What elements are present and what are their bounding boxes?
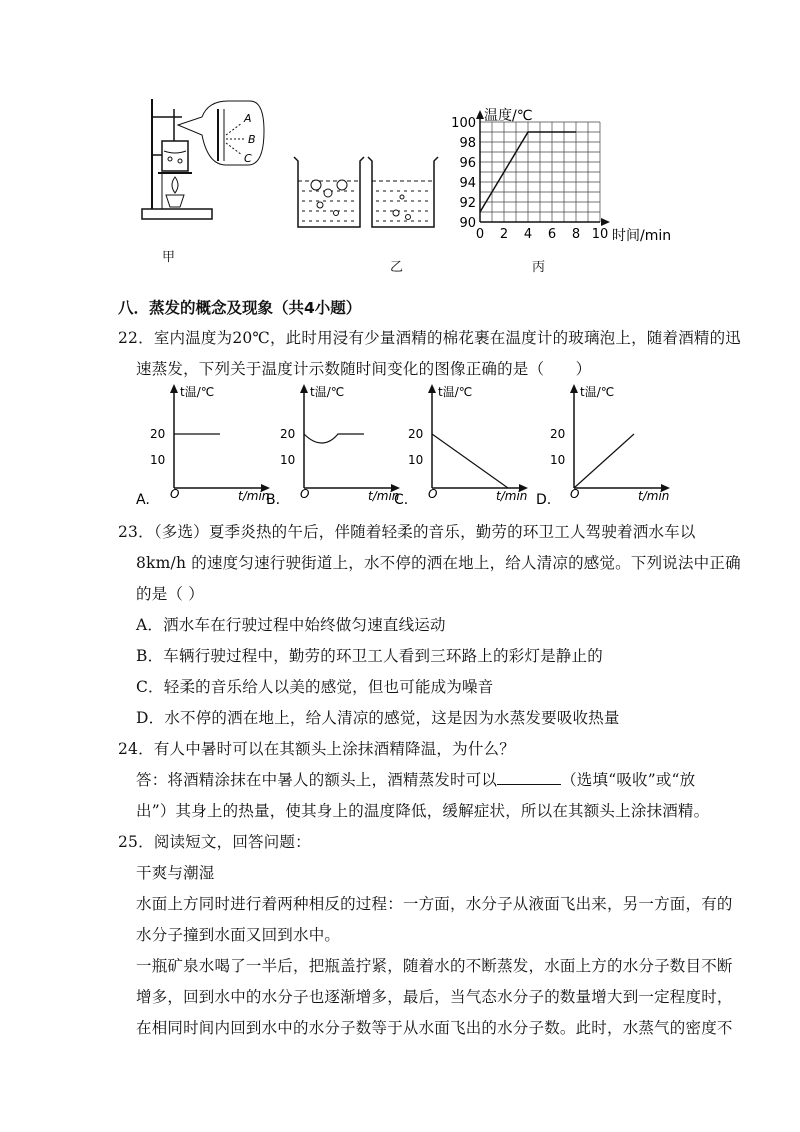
graph-tick-10: 10 <box>150 453 166 467</box>
q22-stem-line2: 速蒸发，下列关于温度计示数随时间变化的图像正确的是（ ） <box>136 360 592 378</box>
graph-y-arrow <box>570 384 578 393</box>
q24-answer-text-b: （选填“吸收”或“放 <box>561 771 696 789</box>
x-tick-label: 4 <box>523 227 533 242</box>
q23-option-c: C．轻柔的音乐给人以美的感觉，但也可能成为噪音 <box>136 678 494 696</box>
graph-tick-20: 20 <box>150 427 166 441</box>
graph-y-label: t温/℃ <box>438 385 473 399</box>
q25-paragraph1-line1: 水面上方同时进行着两种相反的过程：一方面，水分子从液面飞出来，另一方面，有的 <box>136 895 733 913</box>
temperature-time-chart <box>444 100 684 250</box>
y-tick-label: 96 <box>459 156 476 171</box>
graph-option-letter: C. <box>394 492 409 508</box>
graph-y-arrow <box>170 384 178 393</box>
graph-origin-label: O <box>300 487 310 501</box>
q25-paragraph1-line2: 水分子撞到水面又回到水中。 <box>136 926 341 944</box>
q22-graph-option-b[interactable] <box>266 384 400 508</box>
graph-x-label: t/min <box>496 489 528 503</box>
q24-answer-line1 <box>136 768 695 790</box>
graph-option-letter: A. <box>136 492 150 508</box>
q22-graph-option-c[interactable] <box>394 384 528 508</box>
graph-tick-20: 20 <box>408 427 424 441</box>
graph-y-arrow <box>300 384 308 393</box>
q25-stem: 25．阅读短文，回答问题： <box>118 833 311 851</box>
x-tick-label: 8 <box>571 227 581 242</box>
q23-stem-line3: 的是（ ） <box>136 585 204 603</box>
q24-fill-blank[interactable] <box>497 770 561 785</box>
y-tick-label: 90 <box>459 216 476 231</box>
q23-option-a: A．洒水车在行驶过程中始终做匀速直线运动 <box>136 616 446 634</box>
point-a-label: A <box>244 112 252 125</box>
beakers-figure <box>290 155 440 233</box>
graph-option-letter: D. <box>536 492 552 508</box>
q24-answer-line2: 出”）其身上的热量，使其身上的温度降低，缓解症状，所以在其额头上涂抹酒精。 <box>136 802 710 820</box>
q23-option-b: B．车辆行驶过程中，勤劳的环卫工人看到三环路上的彩灯是静止的 <box>136 647 603 665</box>
section-heading: 八．蒸发的概念及现象（共4小题） <box>118 299 362 317</box>
graph-x-label: t/min <box>238 489 270 503</box>
q22-graph-option-a[interactable] <box>136 384 270 508</box>
graph-origin-label: O <box>170 487 180 501</box>
graph-curve <box>304 434 364 443</box>
graph-x-label: t/min <box>638 489 670 503</box>
point-c-label: C <box>244 152 252 165</box>
graph-tick-20: 20 <box>280 427 296 441</box>
graph-tick-10: 10 <box>550 453 566 467</box>
graph-origin-label: O <box>428 487 438 501</box>
q22-graph-option-d[interactable] <box>536 384 670 508</box>
graph-curve <box>432 434 508 488</box>
y-tick-label: 100 <box>451 116 476 131</box>
chart-x-label: 时间/min <box>612 228 672 244</box>
q23-option-d: D．水不停的洒在地上，给人清凉的感觉，这是因为水蒸发要吸收热量 <box>136 709 620 727</box>
graph-option-letter: B. <box>266 492 281 508</box>
q24-answer-text-a: 答：将酒精涂抹在中暑人的额头上，酒精蒸发时可以 <box>136 771 498 789</box>
chart-grid <box>480 122 600 222</box>
x-tick-label: 6 <box>547 227 557 242</box>
q24-stem: 24．有人中暑时可以在其额头上涂抹酒精降温，为什么？ <box>118 740 515 758</box>
graph-tick-10: 10 <box>280 453 296 467</box>
y-tick-label: 98 <box>459 136 476 151</box>
apparatus-figure <box>138 95 268 235</box>
x-tick-label: 2 <box>499 227 509 242</box>
graph-curve <box>574 434 634 488</box>
y-tick-label: 94 <box>459 176 476 191</box>
q25-paragraph2-line2: 增多，回到水中的水分子也逐渐增多，最后，当气态水分子的数量增大到一定程度时， <box>136 988 733 1006</box>
x-tick-label: 0 <box>475 227 485 242</box>
q25-paragraph2-line1: 一瓶矿泉水喝了一半后，把瓶盖拧紧，随着水的不断蒸发，水面上方的水分子数目不断 <box>136 957 733 975</box>
y-tick-label: 92 <box>459 196 476 211</box>
q22-stem-line1: 22．室内温度为20℃，此时用浸有少量酒精的棉花裹在温度计的玻璃泡上，随着酒精的迅 <box>118 329 741 347</box>
figure-bing-caption: 丙 <box>532 260 546 275</box>
q23-stem-line1: 23．（多选）夏季炎热的午后，伴随着轻柔的音乐，勤劳的环卫工人驾驶着洒水车以 <box>118 523 696 541</box>
q23-stem-line2: 8km/h 的速度匀速行驶街道上，水不停的洒在地上，给人清凉的感觉。下列说法中正确 <box>136 554 741 572</box>
q25-paragraph2-line3: 在相同时间内回到水中的水分子数等于从水面飞出的水分子数。此时，水蒸气的密度不 <box>136 1019 733 1037</box>
graph-origin-label: O <box>570 487 580 501</box>
point-b-label: B <box>248 133 256 146</box>
figure-yi-caption: 乙 <box>390 260 404 275</box>
graph-y-label: t温/℃ <box>180 385 215 399</box>
chart-axes <box>476 110 610 226</box>
graph-tick-20: 20 <box>550 427 566 441</box>
graph-y-label: t温/℃ <box>580 385 615 399</box>
x-tick-label: 10 <box>591 227 609 242</box>
chart-y-label: 温度/℃ <box>484 108 533 124</box>
graph-tick-10: 10 <box>408 453 424 467</box>
graph-x-label: t/min <box>368 489 400 503</box>
figure-jia-caption: 甲 <box>162 250 176 265</box>
graph-y-arrow <box>428 384 436 393</box>
q25-passage-title: 干爽与潮湿 <box>136 864 215 882</box>
graph-y-label: t温/℃ <box>310 385 345 399</box>
q22-graph-options <box>136 378 696 508</box>
